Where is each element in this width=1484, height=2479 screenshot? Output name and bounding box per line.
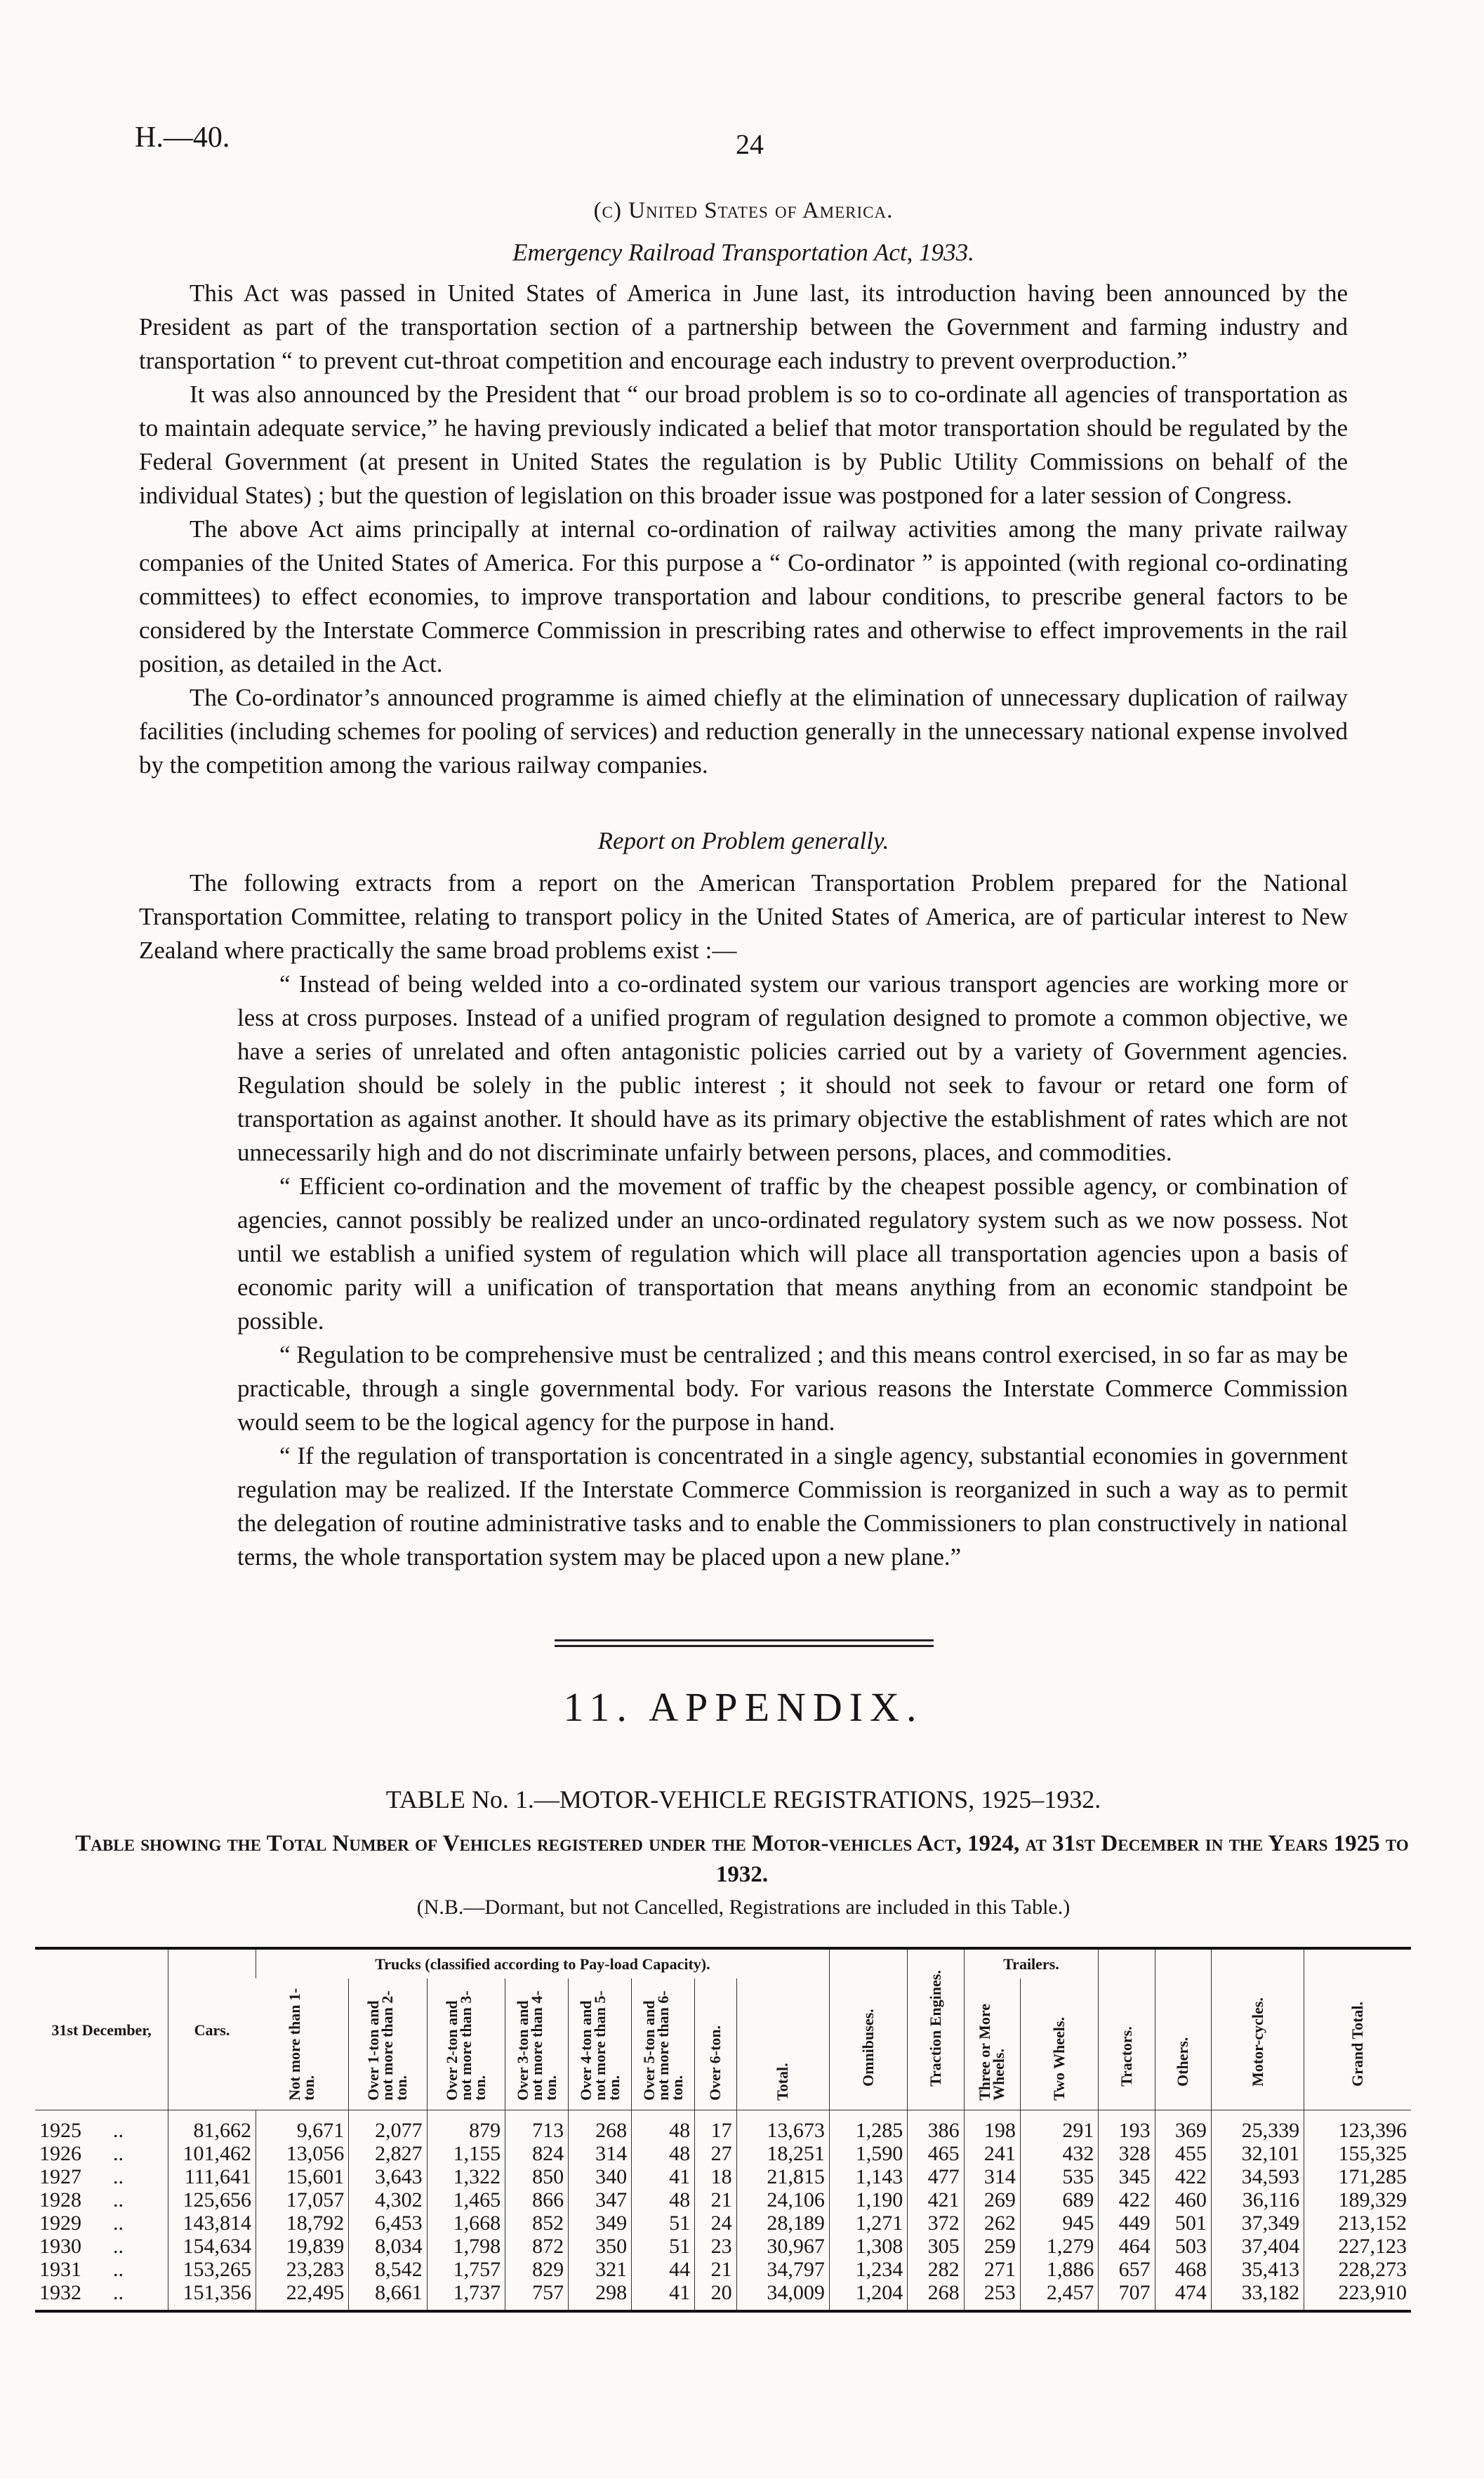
col-header-truck	[349, 1978, 427, 2110]
year-cell	[35, 2188, 168, 2212]
col-header-others	[1155, 1948, 1211, 2110]
table-cell: 19,839	[256, 2235, 349, 2258]
year-label: 1930	[39, 2235, 81, 2258]
table-cell: 468	[1155, 2258, 1211, 2281]
dot-leader: ..	[113, 2142, 124, 2165]
table-cell: 347	[569, 2188, 632, 2212]
table-cell: 501	[1155, 2212, 1211, 2235]
table-cell: 51	[632, 2212, 695, 2235]
table-cell: 503	[1155, 2235, 1211, 2258]
table-cell: 30,967	[736, 2235, 829, 2258]
paragraph: The following extracts from a report on the American Transportation Problem prepared for the National Transportation Committee, relating to transport policy in the United States of America, are of particular interest to New Zealand where practically the same broad problems exist :—	[139, 869, 1348, 964]
table-cell: 1,204	[829, 2281, 907, 2311]
table-cell: 17	[695, 2110, 737, 2143]
dot-leader: ..	[113, 2212, 124, 2235]
table-cell: 713	[505, 2110, 569, 2143]
report-intro	[139, 866, 1348, 967]
table-cell: 198	[964, 2110, 1020, 2143]
paragraph: The above Act aims principally at internal co-ordination of railway activities among the many private railway companies of the United States of America. For this purpose a “ Co-ordinator ” is appointed (with regional co-ordinating committees) to effect economies, to improve transportation and labour conditions, to prescribe general factors to be considered by the Interstate Commerce Commission in prescribing rates and otherwise to effect improvements in the rail position, as detailed in the Act.	[139, 515, 1348, 677]
table-cell: 28,189	[736, 2212, 829, 2235]
col-label: Over 3-ton and not more than 4-ton.	[513, 1990, 559, 2101]
year-label: 1928	[39, 2188, 81, 2212]
table-cell: 153,265	[168, 2258, 256, 2281]
col-label: Over 1-ton and not more than 2-ton.	[364, 1990, 411, 2101]
table-cell: 259	[964, 2235, 1020, 2258]
col-header-tractors	[1099, 1948, 1155, 2110]
quote-paragraph: “ Instead of being welded into a co-ordinated system our various transport agencies are working more or less at cross purposes. Instead of a unified program of regulation designed to promote a common objective, we have a series of unrelated and often antagonistic policies carried out by a variety of Government agencies. Regulation should be solely in the public interest ; it should not seek to favour or retard one form of transportation as against another. It should have as its primary objective the establishment of rates which are not unnecessarily high and do not discriminate unfairly between persons, places, and commodities.	[237, 970, 1348, 1166]
col-header-truck	[632, 1978, 695, 2110]
table-cell: 34,009	[736, 2281, 829, 2311]
table-cell: 262	[964, 2212, 1020, 2235]
col-header-truck	[256, 1978, 349, 2110]
table-cell: 872	[505, 2235, 569, 2258]
year-label: 1926	[39, 2142, 81, 2165]
table-cell: 21	[695, 2188, 737, 2212]
col-header-trailer	[1020, 1978, 1098, 2110]
table-row	[35, 2165, 1411, 2188]
dot-leader: ..	[113, 2281, 124, 2304]
dot-leader: ..	[113, 2165, 124, 2188]
page-number: 24	[736, 128, 764, 160]
table-cell: 945	[1020, 2212, 1098, 2235]
table-cell: 37,404	[1211, 2235, 1304, 2258]
table-cell: 455	[1155, 2142, 1211, 2165]
dot-leader: ..	[113, 2119, 124, 2142]
table-cell: 155,325	[1304, 2142, 1411, 2165]
table-cell: 41	[632, 2281, 695, 2311]
table-cell: 829	[505, 2258, 569, 2281]
table-row	[35, 2188, 1411, 2212]
table-cell: 1,590	[829, 2142, 907, 2165]
col-label: Over 6-ton.	[706, 2025, 724, 2101]
table-cell: 372	[908, 2212, 964, 2235]
table-cell: 432	[1020, 2142, 1098, 2165]
quote-paragraph: “ Efficient co-ordination and the movement of traffic by the cheapest possible agency, or combination of agencies, cannot possibly be realized under an unco-ordinated regulatory system such as we now possess. Not until we establish a unified system of regulation which will place all transportation agencies upon a basis of economic parity will a unification of transportation that means anything from an economic standpoint be possible.	[237, 1172, 1348, 1335]
table-cell: 852	[505, 2212, 569, 2235]
table-cell: 2,827	[349, 2142, 427, 2165]
table-cell: 32,101	[1211, 2142, 1304, 2165]
paragraph: This Act was passed in United States of America in June last, its introduction having been announced by the President as part of the transportation section of a partnership between the Government and farming industry and transportation “ to prevent cut-throat competition and encourage each industry to prevent overproduction.”	[139, 279, 1348, 374]
year-label: 1925	[39, 2119, 81, 2142]
year-cell	[35, 2258, 168, 2281]
table-cell: 1,737	[427, 2281, 505, 2311]
table-caption: Table showing the Total Number of Vehicles registered under the Motor-vehicles Act, 1924, at 31st December in the Years 1925 to 1932.	[75, 1831, 1409, 1887]
col-header-grand-total	[1304, 1948, 1411, 2110]
year-cell	[35, 2165, 168, 2188]
table-cell: 37,349	[1211, 2212, 1304, 2235]
col-label: Omnibuses.	[859, 2008, 877, 2087]
table-cell: 321	[569, 2258, 632, 2281]
year-label: 1932	[39, 2281, 81, 2304]
table-cell: 25,339	[1211, 2110, 1304, 2143]
year-cell	[35, 2212, 168, 2235]
table-cell: 657	[1099, 2258, 1155, 2281]
table-cell: 241	[964, 2142, 1020, 2165]
table-cell: 8,661	[349, 2281, 427, 2311]
table-cell: 465	[908, 2142, 964, 2165]
table-cell: 101,462	[168, 2142, 256, 2165]
paragraph: The Co-ordinator’s announced programme is aimed chiefly at the elimination of unnecessary duplication of railway facilities (including schemes for pooling of services) and reduction generally in the unnecessary national expense involved by the competition among the various railway companies.	[139, 684, 1348, 779]
table-cell: 23	[695, 2235, 737, 2258]
table-cell: 271	[964, 2258, 1020, 2281]
col-header-date: 31st December,	[35, 1948, 168, 2110]
table-cell: 328	[1099, 2142, 1155, 2165]
report-heading: Report on Problem generally.	[597, 827, 889, 854]
table-row	[35, 2258, 1411, 2281]
table-cell: 41	[632, 2165, 695, 2188]
table-cell: 3,643	[349, 2165, 427, 2188]
table-cell: 24,106	[736, 2188, 829, 2212]
table-cell: 386	[908, 2110, 964, 2143]
table-cell: 48	[632, 2188, 695, 2212]
year-cell	[35, 2110, 168, 2143]
col-label: Motor-cycles.	[1248, 1997, 1266, 2087]
table-cell: 253	[964, 2281, 1020, 2311]
year-label: 1927	[39, 2165, 81, 2188]
table-row	[35, 2281, 1411, 2311]
divider	[555, 1639, 934, 1641]
col-header-motorcycles	[1211, 1948, 1304, 2110]
table-cell: 449	[1099, 2212, 1155, 2235]
table-cell: 51	[632, 2235, 695, 2258]
document-id: H.—40.	[135, 121, 230, 154]
table-cell: 18	[695, 2165, 737, 2188]
col-group-trucks: Trucks (classified according to Pay-load Capacity).	[256, 1948, 830, 1978]
dot-leader: ..	[113, 2258, 124, 2281]
year-label: 1931	[39, 2258, 81, 2281]
table-body	[35, 2110, 1411, 2312]
col-header-truck	[569, 1978, 632, 2110]
table-cell: 1,757	[427, 2258, 505, 2281]
table-cell: 879	[427, 2110, 505, 2143]
year-label: 1929	[39, 2212, 81, 2235]
table-cell: 21,815	[736, 2165, 829, 2188]
table-cell: 9,671	[256, 2110, 349, 2143]
paragraph: It was also announced by the President that “ our broad problem is so to co-ordinate all agencies of transportation as to maintain adequate service,” he having previously indicated a belief that motor transportation should be regulated by the Federal Government (at present in United States the regulation is by Public Utility Commissions on behalf of the individual States) ; but the question of legislation on this broader issue was postponed for a later session of Congress.	[139, 381, 1348, 509]
col-header-truck-total	[736, 1978, 829, 2110]
table-cell: 422	[1155, 2165, 1211, 2188]
dot-leader: ..	[113, 2235, 124, 2258]
col-label: Not more than 1-ton.	[286, 1988, 318, 2101]
table-cell: 2,457	[1020, 2281, 1098, 2311]
col-label: Over 5-ton and not more than 6-ton.	[640, 1990, 686, 2101]
table-row	[35, 2235, 1411, 2258]
table-cell: 707	[1099, 2281, 1155, 2311]
table-cell: 1,798	[427, 2235, 505, 2258]
report-quotes	[237, 967, 1348, 1574]
table-cell: 35,413	[1211, 2258, 1304, 2281]
table-cell: 20	[695, 2281, 737, 2311]
table-cell: 269	[964, 2188, 1020, 2212]
table-cell: 8,034	[349, 2235, 427, 2258]
table-cell: 350	[569, 2235, 632, 2258]
table-cell: 314	[964, 2165, 1020, 2188]
table-cell: 268	[569, 2110, 632, 2143]
col-header-trailer	[964, 1978, 1020, 2110]
table-cell: 123,396	[1304, 2110, 1411, 2143]
act-title: Emergency Railroad Transportation Act, 1933.	[512, 239, 974, 266]
table-cell: 1,465	[427, 2188, 505, 2212]
col-label: Two Wheels.	[1050, 2017, 1068, 2101]
col-label: Over 2-ton and not more than 3-ton.	[442, 1990, 489, 2101]
table-cell: 1,190	[829, 2188, 907, 2212]
table-row	[35, 2212, 1411, 2235]
table-cell: 48	[632, 2110, 695, 2143]
table-cell: 154,634	[168, 2235, 256, 2258]
table-cell: 1,279	[1020, 2235, 1098, 2258]
table-cell: 171,285	[1304, 2165, 1411, 2188]
table-cell: 23,283	[256, 2258, 349, 2281]
table-cell: 369	[1155, 2110, 1211, 2143]
year-cell	[35, 2235, 168, 2258]
col-label: Total.	[774, 2063, 792, 2101]
table-row	[35, 2142, 1411, 2165]
table-cell: 36,116	[1211, 2188, 1304, 2212]
table-cell: 349	[569, 2212, 632, 2235]
col-header-traction	[908, 1948, 964, 2110]
table-cell: 314	[569, 2142, 632, 2165]
table-cell: 15,601	[256, 2165, 349, 2188]
table-title: TABLE No. 1.—MOTOR-VEHICLE REGISTRATIONS, 1925–1932.	[385, 1785, 1101, 1813]
col-header-truck	[427, 1978, 505, 2110]
usa-body	[139, 277, 1348, 782]
table-cell: 282	[908, 2258, 964, 2281]
table-cell: 8,542	[349, 2258, 427, 2281]
table-cell: 268	[908, 2281, 964, 2311]
table-cell: 2,077	[349, 2110, 427, 2143]
table-cell: 81,662	[168, 2110, 256, 2143]
col-header-truck	[505, 1978, 569, 2110]
table-cell: 33,182	[1211, 2281, 1304, 2311]
year-cell	[35, 2142, 168, 2165]
quote-paragraph: “ If the regulation of transportation is concentrated in a single agency, substantial economies in government regulation may be realized. If the Interstate Commerce Commission is reorganized in such a way as to permit the delegation of routine administrative tasks and to enable the Commissioners to plan constructively in national terms, the whole transportation system may be placed upon a new plane.”	[237, 1442, 1348, 1571]
table-cell: 17,057	[256, 2188, 349, 2212]
table-cell: 460	[1155, 2188, 1211, 2212]
table-cell: 850	[505, 2165, 569, 2188]
col-label: Tractors.	[1117, 2025, 1135, 2087]
table-cell: 18,251	[736, 2142, 829, 2165]
table-cell: 143,814	[168, 2212, 256, 2235]
table-cell: 125,656	[168, 2188, 256, 2212]
table-cell: 422	[1099, 2188, 1155, 2212]
table-cell: 824	[505, 2142, 569, 2165]
col-header-truck	[695, 1978, 737, 2110]
table-cell: 305	[908, 2235, 964, 2258]
table-cell: 34,797	[736, 2258, 829, 2281]
table-cell: 213,152	[1304, 2212, 1411, 2235]
col-label: Over 4-ton and not more than 5-ton.	[576, 1990, 623, 2101]
table-cell: 477	[908, 2165, 964, 2188]
col-label: Others.	[1174, 2037, 1192, 2087]
table-cell: 227,123	[1304, 2235, 1411, 2258]
table-cell: 689	[1020, 2188, 1098, 2212]
table-cell: 866	[505, 2188, 569, 2212]
table-cell: 4,302	[349, 2188, 427, 2212]
table-cell: 474	[1155, 2281, 1211, 2311]
table-cell: 13,673	[736, 2110, 829, 2143]
divider	[555, 1645, 934, 1647]
section-heading-usa: (c) United States of America.	[593, 198, 894, 223]
table-cell: 1,308	[829, 2235, 907, 2258]
table-cell: 151,356	[168, 2281, 256, 2311]
table-cell: 193	[1099, 2110, 1155, 2143]
col-header-cars: Cars.	[168, 1948, 256, 2110]
quote-paragraph: “ Regulation to be comprehensive must be centralized ; and this means control exercised, in so far as may be practicable, through a single governmental body. For various reasons the Interstate Commerce Commission would seem to be the logical agency for the purpose in hand.	[237, 1341, 1349, 1436]
table-cell: 1,886	[1020, 2258, 1098, 2281]
table-cell: 291	[1020, 2110, 1098, 2143]
table-cell: 13,056	[256, 2142, 349, 2165]
year-cell	[35, 2281, 168, 2311]
table-cell: 535	[1020, 2165, 1098, 2188]
table-cell: 27	[695, 2142, 737, 2165]
col-label: Traction Engines.	[926, 1969, 944, 2087]
table-cell: 1,285	[829, 2110, 907, 2143]
table-row	[35, 2110, 1411, 2143]
table-cell: 111,641	[168, 2165, 256, 2188]
col-header-omnibuses	[829, 1948, 907, 2110]
table-cell: 1,155	[427, 2142, 505, 2165]
table-cell: 228,273	[1304, 2258, 1411, 2281]
table-cell: 1,271	[829, 2212, 907, 2235]
table-cell: 44	[632, 2258, 695, 2281]
table-cell: 34,593	[1211, 2165, 1304, 2188]
table-note: (N.B.—Dormant, but not Cancelled, Registrations are included in this Table.)	[416, 1896, 1071, 1919]
table-cell: 464	[1099, 2235, 1155, 2258]
table-cell: 345	[1099, 2165, 1155, 2188]
table-cell: 21	[695, 2258, 737, 2281]
table-cell: 298	[569, 2281, 632, 2311]
table-cell: 1,234	[829, 2258, 907, 2281]
table-cell: 18,792	[256, 2212, 349, 2235]
table-cell: 1,668	[427, 2212, 505, 2235]
table-cell: 48	[632, 2142, 695, 2165]
table-cell: 1,143	[829, 2165, 907, 2188]
col-label: Three or More Wheels.	[976, 2003, 1008, 2101]
table-cell: 223,910	[1304, 2281, 1411, 2311]
table-cell: 421	[908, 2188, 964, 2212]
col-group-trailers: Trailers.	[964, 1948, 1099, 1978]
dot-leader: ..	[113, 2188, 124, 2212]
table-cell: 6,453	[349, 2212, 427, 2235]
table-cell: 1,322	[427, 2165, 505, 2188]
table-cell: 24	[695, 2212, 737, 2235]
table-cell: 22,495	[256, 2281, 349, 2311]
col-label: Grand Total.	[1349, 2001, 1367, 2087]
table-cell: 340	[569, 2165, 632, 2188]
table-cell: 757	[505, 2281, 569, 2311]
registrations-table	[35, 1947, 1411, 2313]
appendix-title: 11. APPENDIX.	[563, 1684, 924, 1730]
table-cell: 189,329	[1304, 2188, 1411, 2212]
